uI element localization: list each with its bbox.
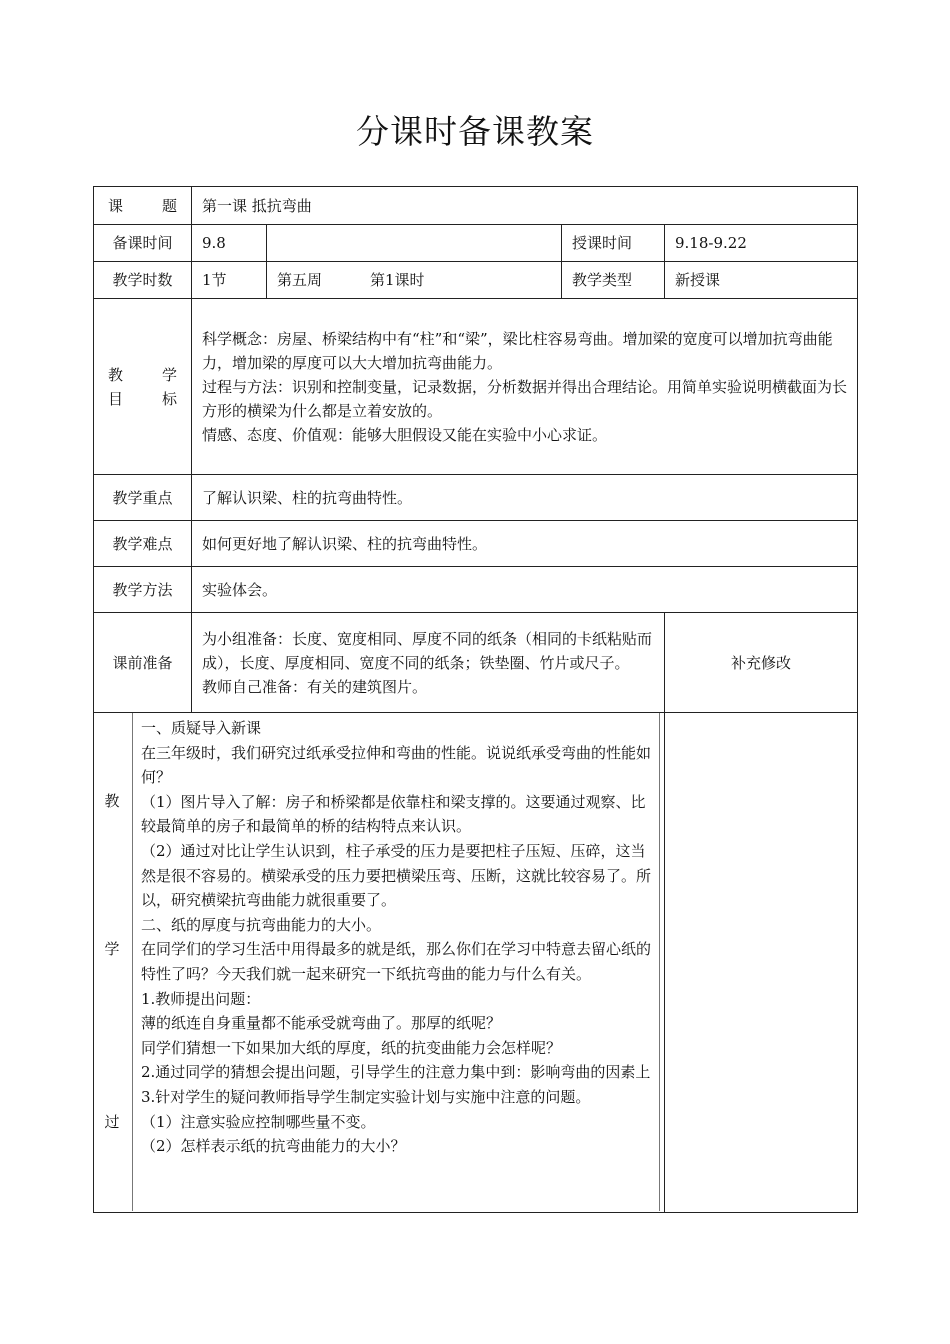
hours-label: 教学时数	[94, 262, 192, 299]
process-content	[132, 713, 660, 1211]
goal-concept: 科学概念：房屋、桥梁结构中有“柱”和“梁”，梁比柱容易弯曲。增加梁的宽度可以增加抗弯曲能力，增加梁的厚度可以大大增加抗弯曲能力。	[202, 329, 833, 372]
row-difficulty	[94, 521, 858, 567]
difficulty-value: 如何更好地了解认识梁、柱的抗弯曲特性。	[192, 521, 858, 567]
row-goals	[94, 299, 858, 475]
preparation-group: 为小组准备：长度、宽度相同、厚度不同的纸条（相同的卡纸粘贴而成），长度、厚度相同、宽度不同的纸条；铁垫圈、竹片或尺子。	[202, 629, 653, 672]
process-line: （1）注意实验应控制哪些量不变。	[141, 1112, 376, 1131]
row-process	[94, 713, 858, 1213]
method-label: 教学方法	[94, 567, 192, 613]
teach-time-label: 授课时间	[562, 225, 665, 262]
type-value: 新授课	[665, 262, 858, 299]
process-line: （1）图片导入了解：房子和桥梁都是依靠柱和梁支撑的。这要通过观察、比较最简单的房子和最简单的桥的结构特点来认识。	[141, 792, 646, 836]
goals-label-char-1: 教	[108, 365, 124, 384]
process-line: 一、质疑导入新课	[141, 719, 262, 737]
hours-value: 1节	[192, 262, 267, 299]
type-label: 教学类型	[562, 262, 665, 299]
process-label-char-3: 过	[104, 1113, 120, 1131]
process-line: 同学们猜想一下如果加大纸的厚度，纸的抗变曲能力会怎样呢？	[141, 1038, 562, 1057]
difficulty-label: 教学难点	[94, 521, 192, 567]
row-prep-time	[94, 225, 858, 262]
topic-label-char-2: 题	[161, 196, 177, 215]
topic-value: 第一课 抵抗弯曲	[192, 187, 858, 225]
key-point-value: 了解认识梁、柱的抗弯曲特性。	[192, 475, 858, 521]
preparation-label: 课前准备	[94, 613, 192, 713]
process-line: 二、纸的厚度与抗弯曲能力的大小。	[141, 915, 382, 934]
preparation-content	[192, 613, 665, 713]
supplement-label: 补充修改	[665, 613, 858, 713]
topic-label	[94, 187, 192, 225]
row-method	[94, 567, 858, 613]
process-line: （2）怎样表示纸的抗弯曲能力的大小？	[141, 1137, 406, 1156]
prep-time-label: 备课时间	[94, 225, 192, 262]
process-line: 在同学们的学习生活中用得最多的就是纸，那么你们在学习中特意去留心纸的特性了吗？今天我们就一起来研究一下纸抗弯曲的能力与什么有关。	[141, 940, 652, 983]
period-value: 第1课时	[370, 271, 425, 289]
key-point-label: 教学重点	[94, 475, 192, 521]
teach-time-value: 9.18-9.22	[665, 225, 858, 262]
process-label	[94, 713, 130, 1211]
process-label-char-2: 学	[104, 940, 120, 958]
row-preparation	[94, 613, 858, 713]
goals-label-char-4: 标	[161, 389, 177, 408]
process-line: 薄的纸连自身重量都不能承受就弯曲了。那厚的纸呢？	[141, 1014, 502, 1033]
week-period	[267, 262, 562, 299]
process-line: （2）通过对比让学生认识到，柱子承受的压力是要把柱子压短、压碎，这当然是很不容易的。横梁承受的压力要把横梁压弯、压断，这就比较容易了。所以，研究横梁抗弯曲能力就很重要了。	[141, 841, 652, 910]
process-label-char-1: 教	[104, 792, 120, 810]
process-line: 3.针对学生的疑问教师指导学生制定实验计划与实施中注意的问题。	[141, 1087, 591, 1106]
goals-content	[192, 299, 858, 475]
process-line: 1.教师提出问题：	[141, 989, 261, 1008]
process-line: 在三年级时，我们研究过纸承受拉伸和弯曲的性能。说说纸承受弯曲的性能如何？	[141, 743, 652, 787]
supplement-area	[665, 713, 858, 1213]
goal-attitude: 情感、态度、价值观：能够大胆假设又能在实验中小心求证。	[202, 425, 608, 444]
prep-time-value: 9.8	[192, 225, 267, 262]
goals-label-char-2: 学	[161, 365, 177, 384]
row-hours	[94, 262, 858, 299]
goals-label-char-3: 目	[108, 389, 124, 408]
row-key-point	[94, 475, 858, 521]
prep-time-blank	[267, 225, 562, 262]
week-value: 第五周	[277, 271, 323, 289]
row-topic	[94, 187, 858, 225]
lesson-plan-table	[93, 186, 858, 1213]
topic-label-char-1: 课	[108, 196, 124, 215]
method-value: 实验体会。	[192, 567, 858, 613]
document-title: 分课时备课教案	[356, 112, 594, 151]
preparation-teacher: 教师自己准备：有关的建筑图片。	[202, 677, 428, 696]
process-cell	[94, 713, 665, 1213]
process-line: 2.通过同学的猜想会提出问题，引导学生的注意力集中到：影响弯曲的因素上	[141, 1063, 651, 1082]
goal-process: 过程与方法：识别和控制变量，记录数据，分析数据并得出合理结论。用简单实验说明横截面为长方形的横梁为什么都是立着安放的。	[202, 377, 848, 420]
goals-label	[94, 299, 192, 475]
